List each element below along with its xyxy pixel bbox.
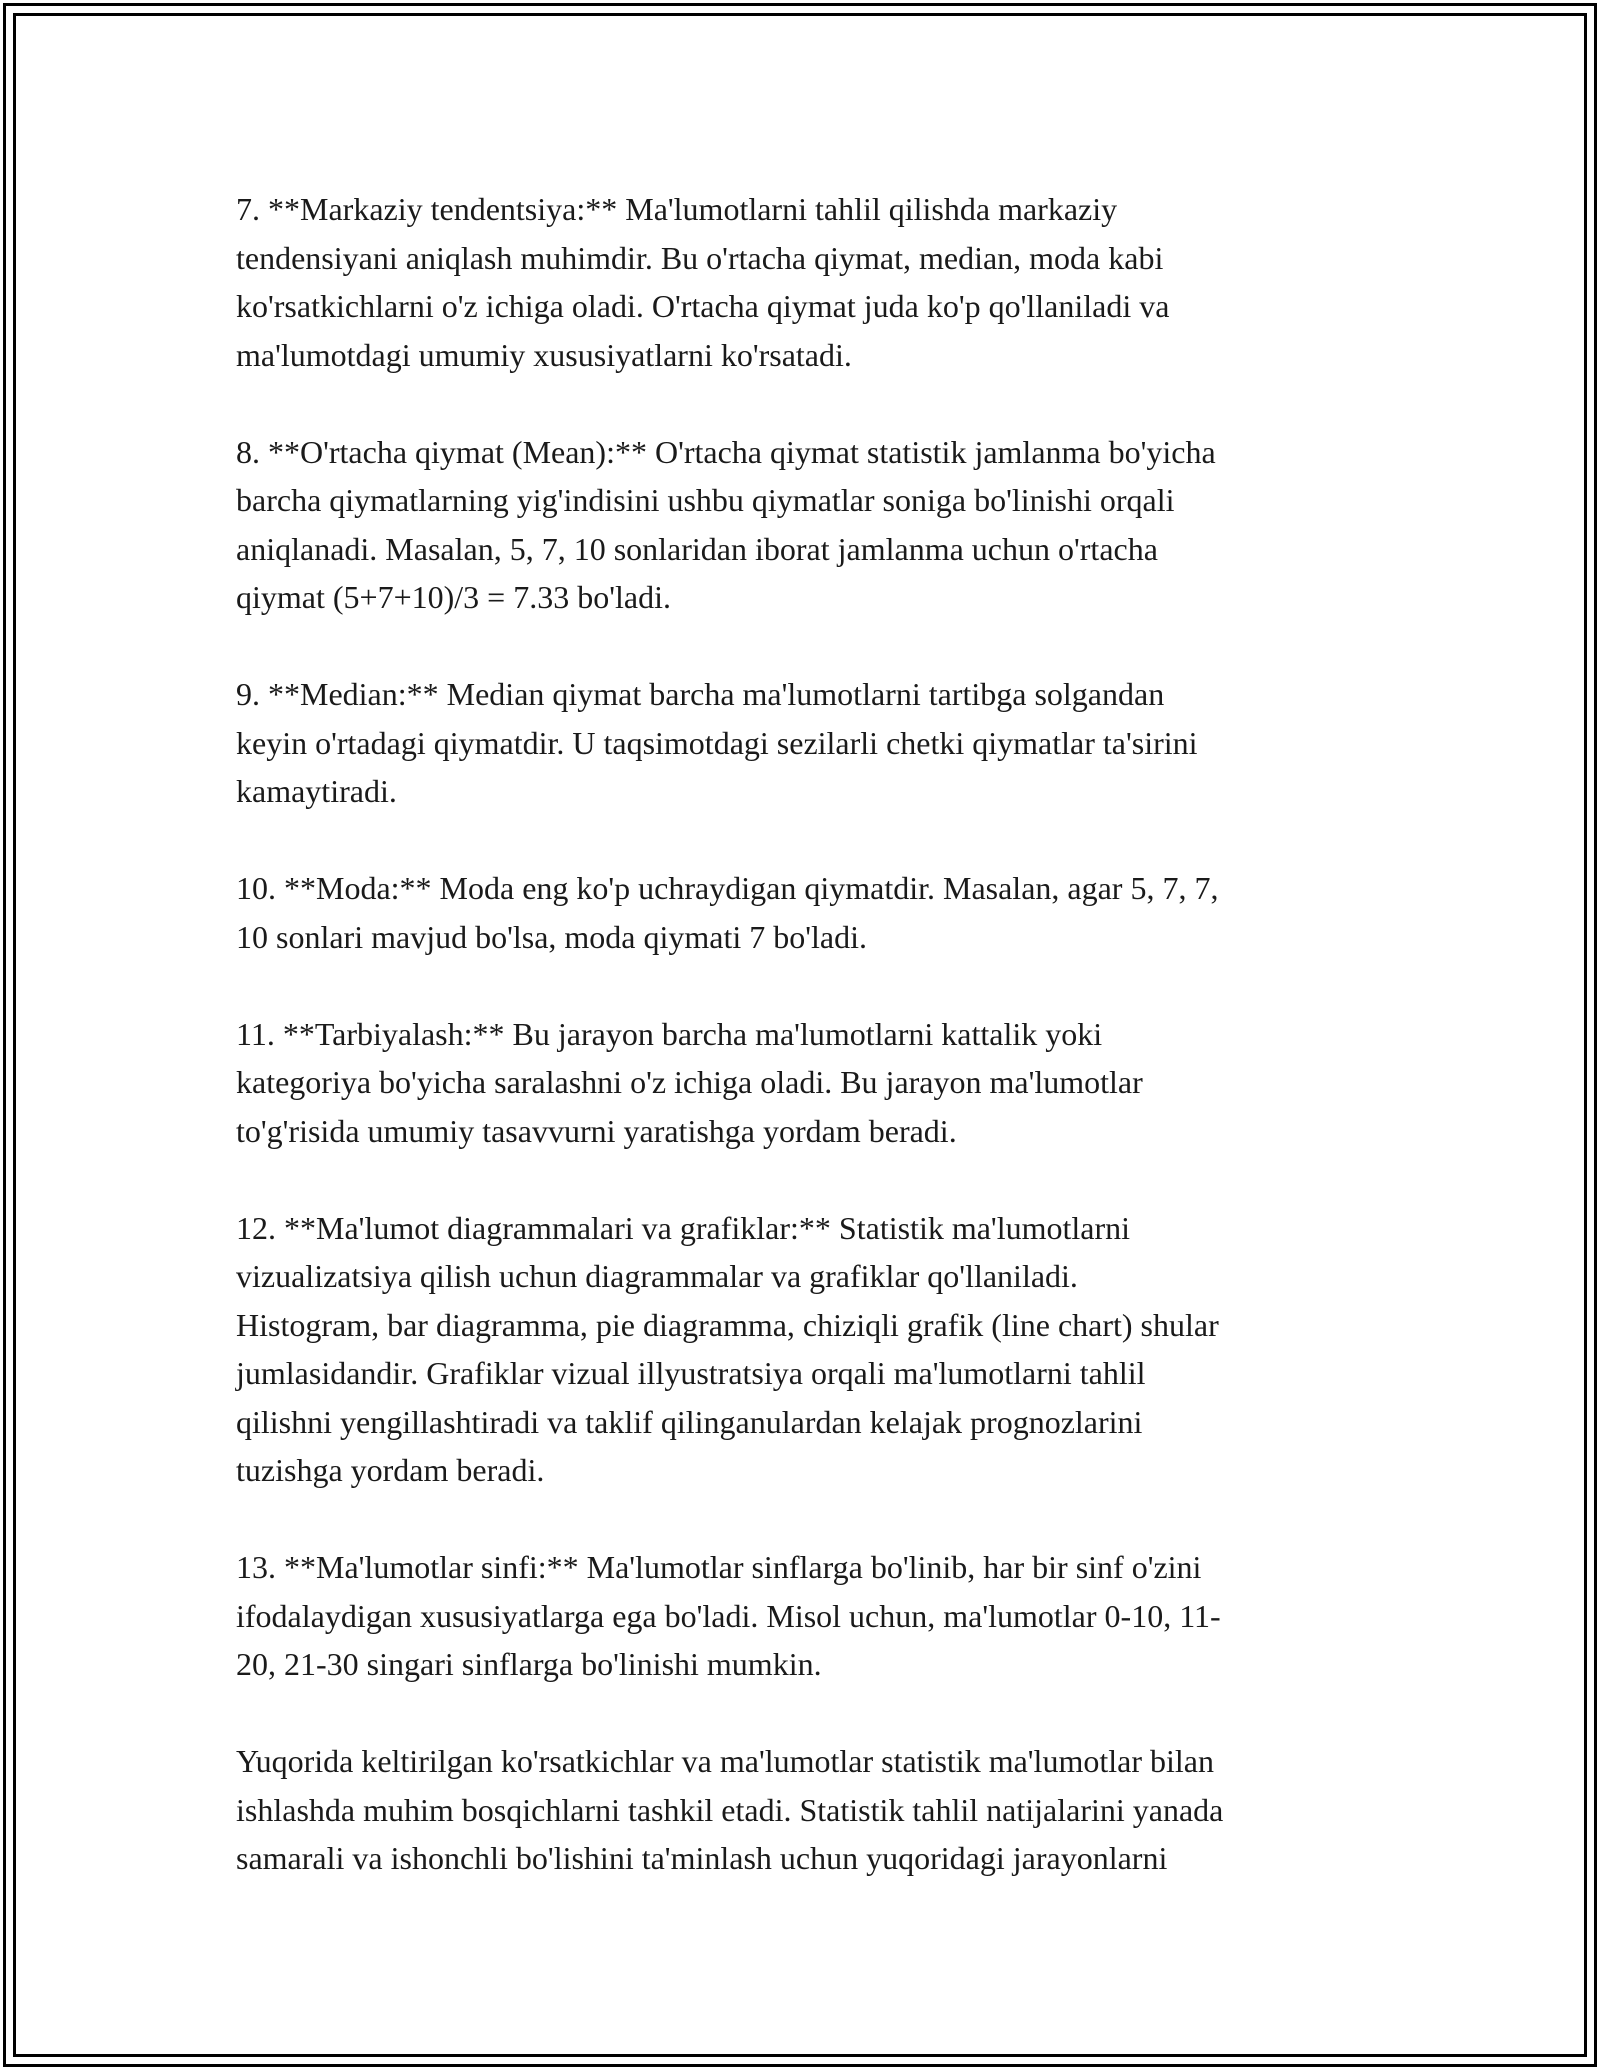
paragraph-ortacha-qiymat: 8. **O'rtacha qiymat (Mean):** O'rtacha qiymat statistik jamlanma bo'yicha barcha qiymatlarning yig'indisini ushbu qiymatlar soniga bo'linishi orqali aniqlanadi. Masalan, 5, 7, 10 sonlaridan iborat jamlanma uchun o'rtacha qiymat (5+7+10)/3 = 7.33 bo'ladi. xyxy=(236,433,1216,615)
document-body xyxy=(236,185,1386,1883)
paragraph-diagrammalar: 12. **Ma'lumot diagrammalari va grafiklar:** Statistik ma'lumotlarni vizualizatsiya qilish uchun diagrammalar va grafiklar qo'llaniladi. Histogram, bar diagramma, pie diagramma, chiziqli grafik (line chart) shular jumlasidandir. Grafiklar vizual illyustratsiya orqali ma'lumotlarni tahlil qilishni yengillashtiradi va taklif qilinganulardan kelajak prognozlarini tuzishga yordam beradi. xyxy=(236,1209,1219,1488)
paragraph-malumotlar-sinfi: 13. **Ma'lumotlar sinfi:** Ma'lumotlar sinflarga bo'linib, har bir sinf o'zini ifodalaydigan xususiyatlarga ega bo'ladi. Misol uchun, ma'lumotlar 0-10, 11- 20, 21-30 singari sinflarga bo'linishi mumkin. xyxy=(236,1549,1221,1682)
paragraph-median: 9. **Median:** Median qiymat barcha ma'lumotlarni tartibga solgandan keyin o'rtadagi qiymatdir. U taqsimotdagi sezilarli chetki qiymatlar ta'sirini kamaytiradi. xyxy=(236,676,1198,809)
paragraph-tarbiyalash: 11. **Tarbiyalash:** Bu jarayon barcha ma'lumotlarni kattalik yoki kategoriya bo'yicha saralashni o'z ichiga oladi. Bu jarayon ma'lumotlar to'g'risida umumiy tasavvurni yaratishga yordam beradi. xyxy=(236,1015,1143,1149)
paragraph-moda: 10. **Moda:** Moda eng ko'p uchraydigan qiymatdir. Masalan, agar 5, 7, 7, 10 sonlari mavjud bo'lsa, moda qiymati 7 bo'ladi. xyxy=(236,870,1219,955)
paragraph-conclusion: Yuqorida keltirilgan ko'rsatkichlar va ma'lumotlar statistik ma'lumotlar bilan ishlashda muhim bosqichlarni tashkil etadi. Statistik tahlil natijalarini yanada samarali va ishonchli bo'lishini ta'minlash uchun yuqoridagi jarayonlarni xyxy=(236,1743,1224,1876)
paragraph-markaziy-tendentsiya: 7. **Markaziy tendentsiya:** Ma'lumotlarni tahlil qilishda markaziy tendensiyani aniqlash muhimdir. Bu o'rtacha qiymat, median, moda kabi ko'rsatkichlarni o'z ichiga oladi. O'rtacha qiymat juda ko'p qo'llaniladi va ma'lumotdagi umumiy xususiyatlarni ko'rsatadi. xyxy=(236,191,1170,373)
